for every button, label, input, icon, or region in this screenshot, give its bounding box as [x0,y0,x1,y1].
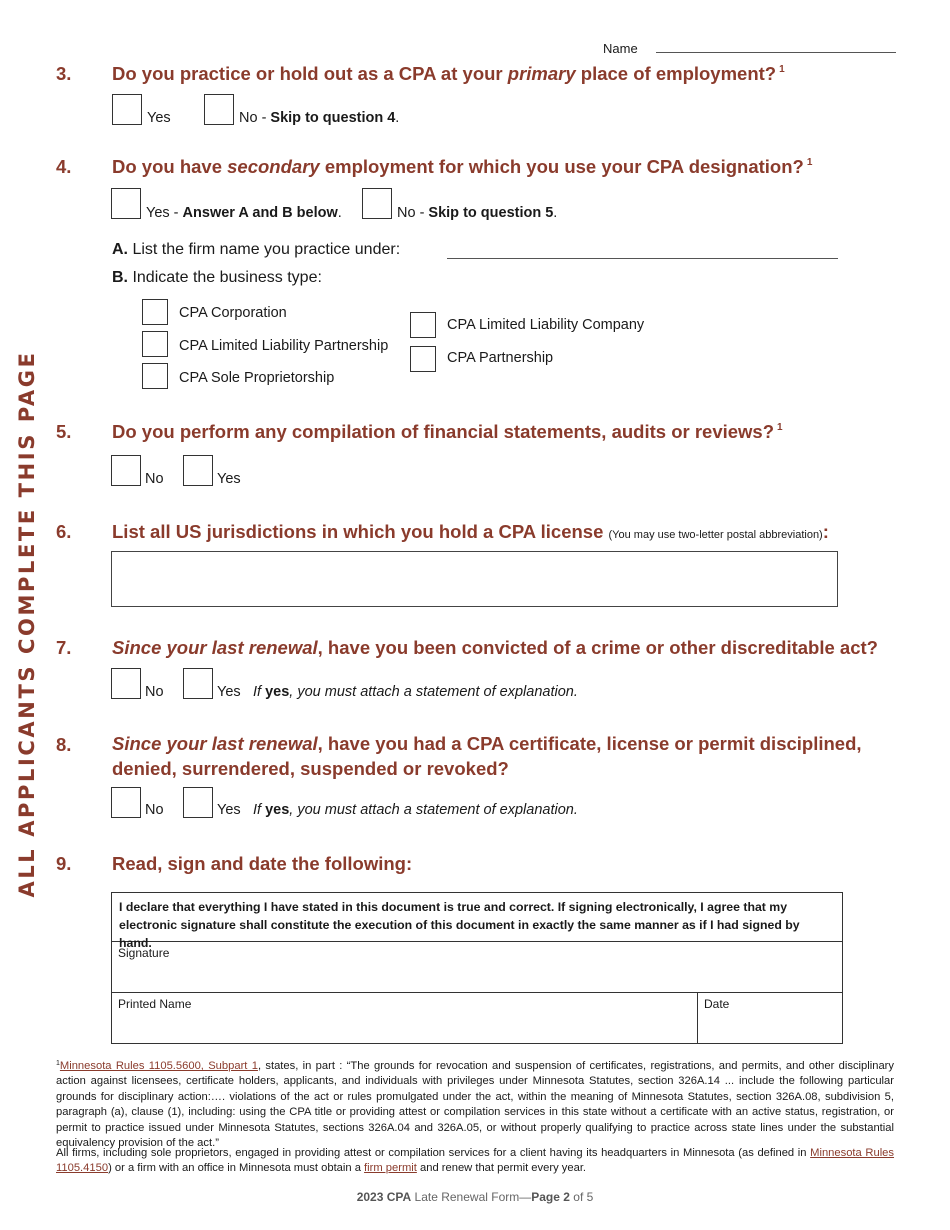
q3-yes-label: Yes [147,110,171,126]
q8-yes-label: Yes [217,802,241,818]
q7-no-checkbox[interactable] [111,668,141,699]
q5-number: 5. [56,421,72,442]
declaration-text: I declare that everything I have stated in this document is true and correct. If signing electronically, I agree that my electronic signature shall constitute the execution of this document in exactly the same manner as if I had signed by hand. [112,893,842,942]
q8-note: If yes, you must attach a statement of explanation. [253,802,578,818]
printed-name-field[interactable] [112,993,698,1043]
q3-no-checkbox[interactable] [204,94,234,125]
q4-question: Do you have secondary employment for which you use your CPA designation? $^1$ [112,156,813,177]
q4a-label: A. List the firm name you practice under: [112,241,401,258]
q8-no-label: No [145,802,164,818]
q9-question: Read, sign and date the following: [112,853,413,874]
firm-name-field[interactable] [447,258,838,259]
jurisdictions-input[interactable] [111,551,838,607]
q7-yes-checkbox[interactable] [183,668,213,699]
q7-note: If yes, you must attach a statement of explanation. [253,684,578,700]
q4-number: 4. [56,156,72,177]
footnote-1: $^1$Minnesota Rules 1105.5600, Subpart 1, states, in part : “The grounds for revocation and suspension of certificates, registrations, and permits, and other disciplinary action against licensees, certificate holders, applicants, and individuals with privileges under Minnesota Statutes, section 326A.14 ... include the following particular grounds for disciplinary action:…. violations of the act or rules promulgated under the act, within the meaning of Minnesota Statutes, section 326A.08, subdivision 5, paragraph (a), clause (1), including: using the CPA title or providing attest or compilation services in this state without a certificate with an active status, registration, or permit to practice issued under Minnesota Statutes, sections 326A.04 and 326A.05, or without properly qualifying to practice across state lines under the substantial equivalency provision of the act.” [56,1060,895,1150]
type-partnership-label: CPA Partnership [447,350,554,366]
q7-question: Since your last renewal, have you been convicted of a crime or other discreditable act? [112,637,878,658]
q4-no-label: No - Skip to question 5. [397,205,558,221]
signature-field[interactable] [112,942,842,993]
q8-yes-checkbox[interactable] [183,787,213,818]
rules-1105-5600-link[interactable]: Minnesota Rules 1105.5600, Subpart 1 [59,1060,258,1072]
type-llp-checkbox[interactable] [142,331,168,357]
rules-1105-4150-link[interactable]: Minnesota Rules 1105.4150 [56,1147,895,1175]
q5-no-label: No [145,471,164,487]
signature-label: Signature [118,946,170,960]
q5-question: Do you perform any compilation of financial statements, audits or reviews? $^1$ [112,421,783,442]
type-corporation-checkbox[interactable] [142,299,168,325]
q7-yes-label: Yes [217,684,241,700]
q4-no-checkbox[interactable] [362,188,392,219]
printed-name-label: Printed Name [118,997,192,1011]
q5-yes-label: Yes [217,471,241,487]
q6-number: 6. [56,521,72,542]
type-llp-label: CPA Limited Liability Partnership [179,338,389,354]
q5-no-checkbox[interactable] [111,455,141,486]
q4b-label: B. Indicate the business type: [112,269,322,286]
signature-table [111,892,843,1044]
q5-yes-checkbox[interactable] [183,455,213,486]
q3-question: Do you practice or hold out as a CPA at your primary place of employment? $^1$ [112,63,785,84]
type-partnership-checkbox[interactable] [410,346,436,372]
firm-permit-link[interactable]: firm permit [364,1162,417,1175]
type-sole-label: CPA Sole Proprietorship [179,370,335,386]
q8-number: 8. [56,734,72,755]
q9-number: 9. [56,853,72,874]
q3-no-label: No - Skip to question 4. [239,110,400,126]
q8-no-checkbox[interactable] [111,787,141,818]
date-label: Date [704,997,730,1011]
q7-no-label: No [145,684,164,700]
date-field[interactable] [698,993,842,1043]
name-field[interactable] [656,52,896,53]
type-llc-label: CPA Limited Liability Company [447,317,645,333]
name-label: Name [603,41,638,56]
q8-question: Since your last renewal, have you had a CPA certificate, license or permit disciplined, denied, surrendered, suspended or revoked? [112,733,862,779]
side-banner: ALL APPLICANTS COMPLETE THIS PAGE [15,350,39,898]
q4-yes-checkbox[interactable] [111,188,141,219]
q4-yes-label: Yes - Answer A and B below. [146,205,342,221]
q6-question: List all US jurisdictions in which you hold a CPA license (You may use two-letter postal abbreviation): [112,521,829,542]
footnote-2: All firms, including sole proprietors, engaged in providing attest or compilation services for a client having its headquarters in Minnesota (as defined in Minnesota Rules 1105.4150) or a firm with an office in Minnesota must obtain a firm permit and renew that permit every year. [56,1147,895,1175]
type-sole-checkbox[interactable] [142,363,168,389]
q7-number: 7. [56,637,72,658]
type-llc-checkbox[interactable] [410,312,436,338]
page-footer: 2023 CPA Late Renewal Form—Page 2 of 5 [356,1190,594,1204]
q3-yes-checkbox[interactable] [112,94,142,125]
q3-number: 3. [56,63,72,84]
type-corporation-label: CPA Corporation [179,305,287,321]
